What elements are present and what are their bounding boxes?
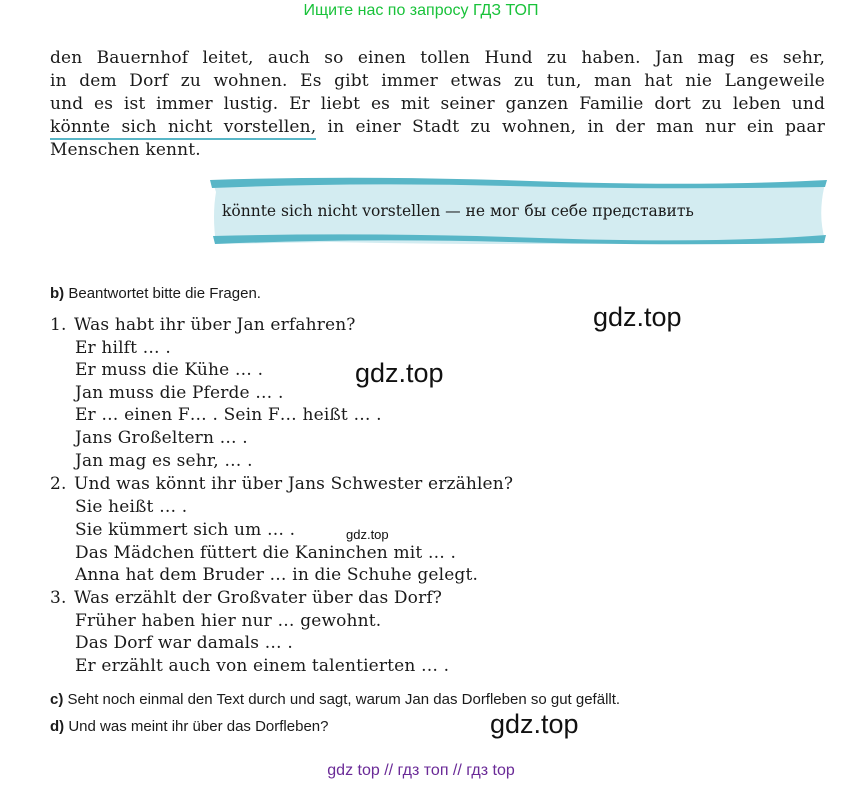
question-text: Was habt ihr über Jan erfahren?: [74, 315, 356, 335]
footer-banner: gdz top // гдз топ // гдз top: [327, 762, 515, 779]
answer-prompt: Jan muss die Pferde … .: [75, 383, 284, 403]
question-1: [50, 315, 356, 335]
question-number: 1.: [50, 315, 67, 335]
question-3: [50, 588, 442, 608]
question-2: [50, 474, 513, 494]
task-letter: c): [50, 691, 64, 708]
watermark: gdz.top: [593, 302, 682, 332]
question-number: 2.: [50, 474, 67, 494]
question-text: Und was könnt ihr über Jans Schwester erzählen?: [74, 474, 514, 494]
task-text: Seht noch einmal den Text durch und sagt, warum Jan das Dorfleben so gut gefällt.: [67, 691, 621, 708]
gloss-text: könnte sich nicht vorstellen — не мог бы себе представить: [222, 202, 694, 220]
answer-prompt: Jan mag es sehr, … .: [75, 451, 253, 471]
answer-prompt: Er … einen F… . Sein F… heißt … .: [75, 405, 382, 425]
paragraph-line: in dem Dorf zu wohnen. Es gibt immer etwas zu tun, man hat nie Langeweile: [50, 71, 825, 91]
paragraph-line-with-phrase: [50, 117, 825, 137]
answer-prompt: Er erzählt auch von einem talentierten … .: [75, 656, 450, 676]
watermark: gdz.top: [346, 527, 389, 542]
answer-prompt: Das Mädchen füttert die Kaninchen mit … .: [75, 543, 457, 563]
highlighted-phrase: könnte sich nicht vorstellen,: [50, 117, 316, 140]
answer-prompt: Das Dorf war damals … .: [75, 633, 293, 653]
vocabulary-gloss-box: [210, 176, 827, 246]
answer-prompt: Anna hat dem Bruder … in die Schuhe gelegt.: [75, 565, 479, 585]
task-b: [50, 285, 261, 302]
paragraph-line: Menschen kennt.: [50, 140, 201, 160]
watermark: gdz.top: [355, 358, 444, 388]
answer-prompt: Jans Großeltern … .: [75, 428, 248, 448]
task-d: [50, 718, 328, 735]
task-letter: b): [50, 285, 65, 302]
answer-prompt: Früher haben hier nur … gewohnt.: [75, 611, 382, 631]
task-text: Und was meint ihr über das Dorfleben?: [68, 718, 329, 735]
question-text: Was erzählt der Großvater über das Dorf?: [74, 588, 443, 608]
paragraph-line: und es ist immer lustig. Er liebt es mit seiner ganzen Familie dort zu leben und: [50, 94, 825, 114]
header-banner: Ищите нас по запросу ГДЗ ТОП: [303, 2, 539, 19]
task-text: Beantwortet bitte die Fragen.: [68, 285, 261, 302]
question-number: 3.: [50, 588, 67, 608]
watermark: gdz.top: [490, 709, 579, 739]
task-letter: d): [50, 718, 65, 735]
paragraph-line: den Bauernhof leitet, auch so einen tollen Hund zu haben. Jan mag es sehr,: [50, 48, 825, 68]
answer-prompt: Er muss die Kühe … .: [75, 360, 264, 380]
answer-prompt: Er hilft … .: [75, 338, 171, 358]
task-c: [50, 691, 620, 708]
paragraph-text: in einer Stadt zu wohnen, in der man nur ein paar: [316, 117, 825, 137]
answer-prompt: Sie heißt … .: [75, 497, 188, 517]
answer-prompt: Sie kümmert sich um … .: [75, 520, 296, 540]
